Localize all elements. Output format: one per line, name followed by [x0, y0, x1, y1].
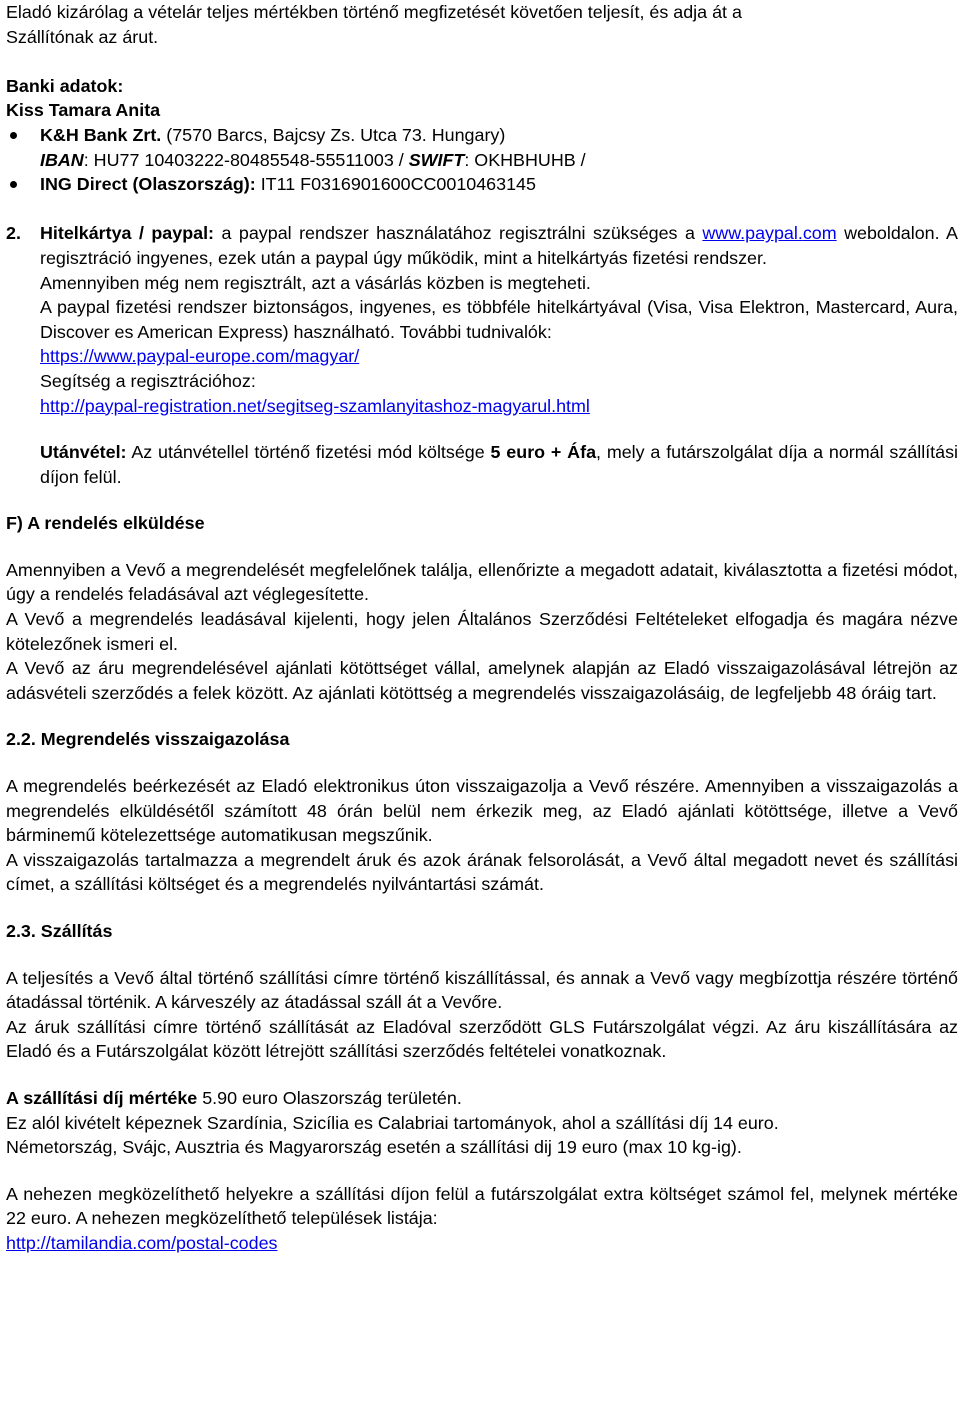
card-payment-paragraph [6, 221, 958, 270]
shipping-fee-exception: Ez alól kivételt képeznek Szardínia, Szicília es Calabriai tartományok, ahol a szállítási díj 14 euro. [6, 1112, 779, 1133]
paypal-link[interactable] [702, 223, 836, 243]
iban-value: : HU77 10403222-80485548-55511003 / [83, 149, 409, 170]
section-22-paragraph-1: A megrendelés beérkezését az Eladó elektronikus úton visszaigazolja a Vevő részére. Amennyiben a visszaigazolás a megrendelés elküldésétől számított 48 órán belül nem érkezik meg, az Eladó ajánlati kötöttsége, illetve a Vevő bárminemű kötelezettsége automatikusan megszűnik. [6, 776, 958, 846]
bank-heading: Banki adatok: [6, 75, 124, 96]
shipping-fee-label: A szállítási díj mértéke [6, 1087, 198, 1108]
cod-amount: 5 euro + Áfa [490, 442, 597, 463]
bank-item-ing [6, 172, 958, 197]
section-23-heading: 2.3. Szállítás [6, 921, 113, 941]
paypal-link-part-1: www.paypal. [702, 223, 803, 244]
paypal-registration-link[interactable]: http://paypal-registration.net/segitseg-szamlanyitashoz-magyarul.html [40, 395, 590, 416]
paypal-europe-link[interactable]: https://www.paypal-europe.com/magyar/ [40, 346, 360, 367]
bullet-icon [10, 132, 17, 139]
cod-paragraph [6, 440, 958, 489]
section-23-paragraph-1: A teljesítés a Vevő által történő szállítási címre történő kiszállítással, és annak a Vevő vagy megbízottja részére történő átadással történik. A kárveszély az átadással száll át a Vevőre. [6, 967, 958, 1013]
postal-codes-link[interactable]: http://tamilandia.com/postal-codes [6, 1232, 278, 1253]
card-security-paragraph [6, 295, 958, 418]
remote-areas-text: A nehezen megközelíthető helyekre a szállítási díjon felül a futárszolgálat extra költséget számol fel, melynek mértéke 22 euro. A nehezen megközelíthető települések listája: [6, 1183, 958, 1229]
bank-account: IT11 F0316901600CC0010463145 [255, 174, 536, 195]
bank-name: K&H Bank Zrt. [40, 124, 162, 145]
bank-list [6, 123, 958, 197]
card-text-2: weboldalon. A regisztráció ingyenes, ezek után a paypal úgy működik, mint a hitelkártyás fizetési rendszer. [40, 223, 958, 268]
paypal-link-part-2: com [802, 223, 837, 244]
section-23-paragraph-2: Az áruk szállítási címre történő szállítását az Eladóval szerződött GLS Futárszolgálat végzi. Az áru kiszállítására az Eladó és a Futárszolgálat között létrejött szállítási szerződés feltételei vonatkoznak. [6, 1016, 958, 1062]
section-f-heading: F) A rendelés elküldése [6, 513, 205, 534]
swift-label: SWIFT [408, 149, 465, 170]
card-title: Hitelkártya / paypal: [40, 223, 215, 244]
cod-number [6, 440, 40, 465]
section-f-paragraph-1: Amennyiben a Vevő a megrendelését megfelelőnek találja, ellenőrizte a megadott adatait, kiválasztotta a fizetési módot, úgy a rendelés feladásával azt véglegesítette. [6, 559, 958, 605]
section-22-paragraph-2: A visszaigazolás tartalmazza a megrendelt áruk és azok árának felsorolását, a Vevő által megadott nevet és szállítási címet, a szállítási költséget és a megrendelés nyilvántartási számát. [6, 849, 958, 895]
cod-text-1: Az utánvétellel történő fizetési mód költsége [126, 442, 491, 463]
bank-name: ING Direct (Olaszország): [40, 174, 256, 195]
section-f-paragraph-2: A Vevő a megrendelés leadásával kijelenti, hogy jelen Általános Szerződési Feltételeket elfogadja és magára nézve kötelezőnek ismeri el. [6, 609, 958, 654]
section-22-heading: 2.2. Megrendelés visszaigazolása [6, 729, 290, 750]
card-noreg-line: Amennyiben még nem regisztrált, azt a vásárlás közben is megteheti. [40, 272, 591, 293]
intro-line-2: Szállítónak az árut. [6, 26, 159, 47]
bullet-icon [10, 181, 17, 188]
bank-address: (7570 Barcs, Bajcsy Zs. Utca 73. Hungary) [161, 124, 506, 145]
card-text-3: A paypal fizetési rendszer biztonságos, ingyenes, es többféle hitelkártyával (Visa, Visa Elektron, Mastercard, Aura, Discover es American Express) használható. További tudnivalók: [40, 297, 958, 342]
document-page [6, 0, 958, 1256]
cod-title: Utánvétel: [40, 442, 127, 463]
section-f-paragraph-3: A Vevő az áru megrendelésével ajánlati kötöttséget vállal, amelynek alapján az Eladó visszaigazolásával létrejön az adásvételi szerződés a felek között. Az ajánlati kötöttség a megrendelés visszaigazolásáig, de legfeljebb 48 óráig tart. [6, 658, 958, 703]
shipping-fee-value: 5.90 euro Olaszország területén. [197, 1087, 462, 1108]
swift-value: : OKHBHUHB / [464, 149, 586, 170]
bank-item-kh [6, 123, 958, 148]
card-text-1: a paypal rendszer használatához regisztrálni szükséges a [214, 223, 695, 244]
remote-areas-paragraph [6, 1182, 958, 1256]
bank-holder: Kiss Tamara Anita [6, 100, 161, 121]
bank-item-iban [6, 148, 958, 173]
card-number: 2. [6, 223, 21, 244]
cod-text-2: , mely a futárszolgálat díja a normál szállítási díjon felül. [40, 442, 959, 487]
shipping-fee-line [6, 1086, 958, 1111]
intro-paragraph [6, 0, 958, 49]
intro-line-1: Eladó kizárólag a vételár teljes mértékben történő megfizetését követően teljesít, és adja át a [6, 2, 742, 22]
help-label: Segítség a regisztrációhoz: [40, 370, 256, 391]
shipping-fee-other-countries: Németország, Svájc, Ausztria és Magyarország esetén a szállítási dij 19 euro (max 10 kg-ig). [6, 1137, 742, 1158]
iban-label: IBAN [40, 149, 84, 170]
